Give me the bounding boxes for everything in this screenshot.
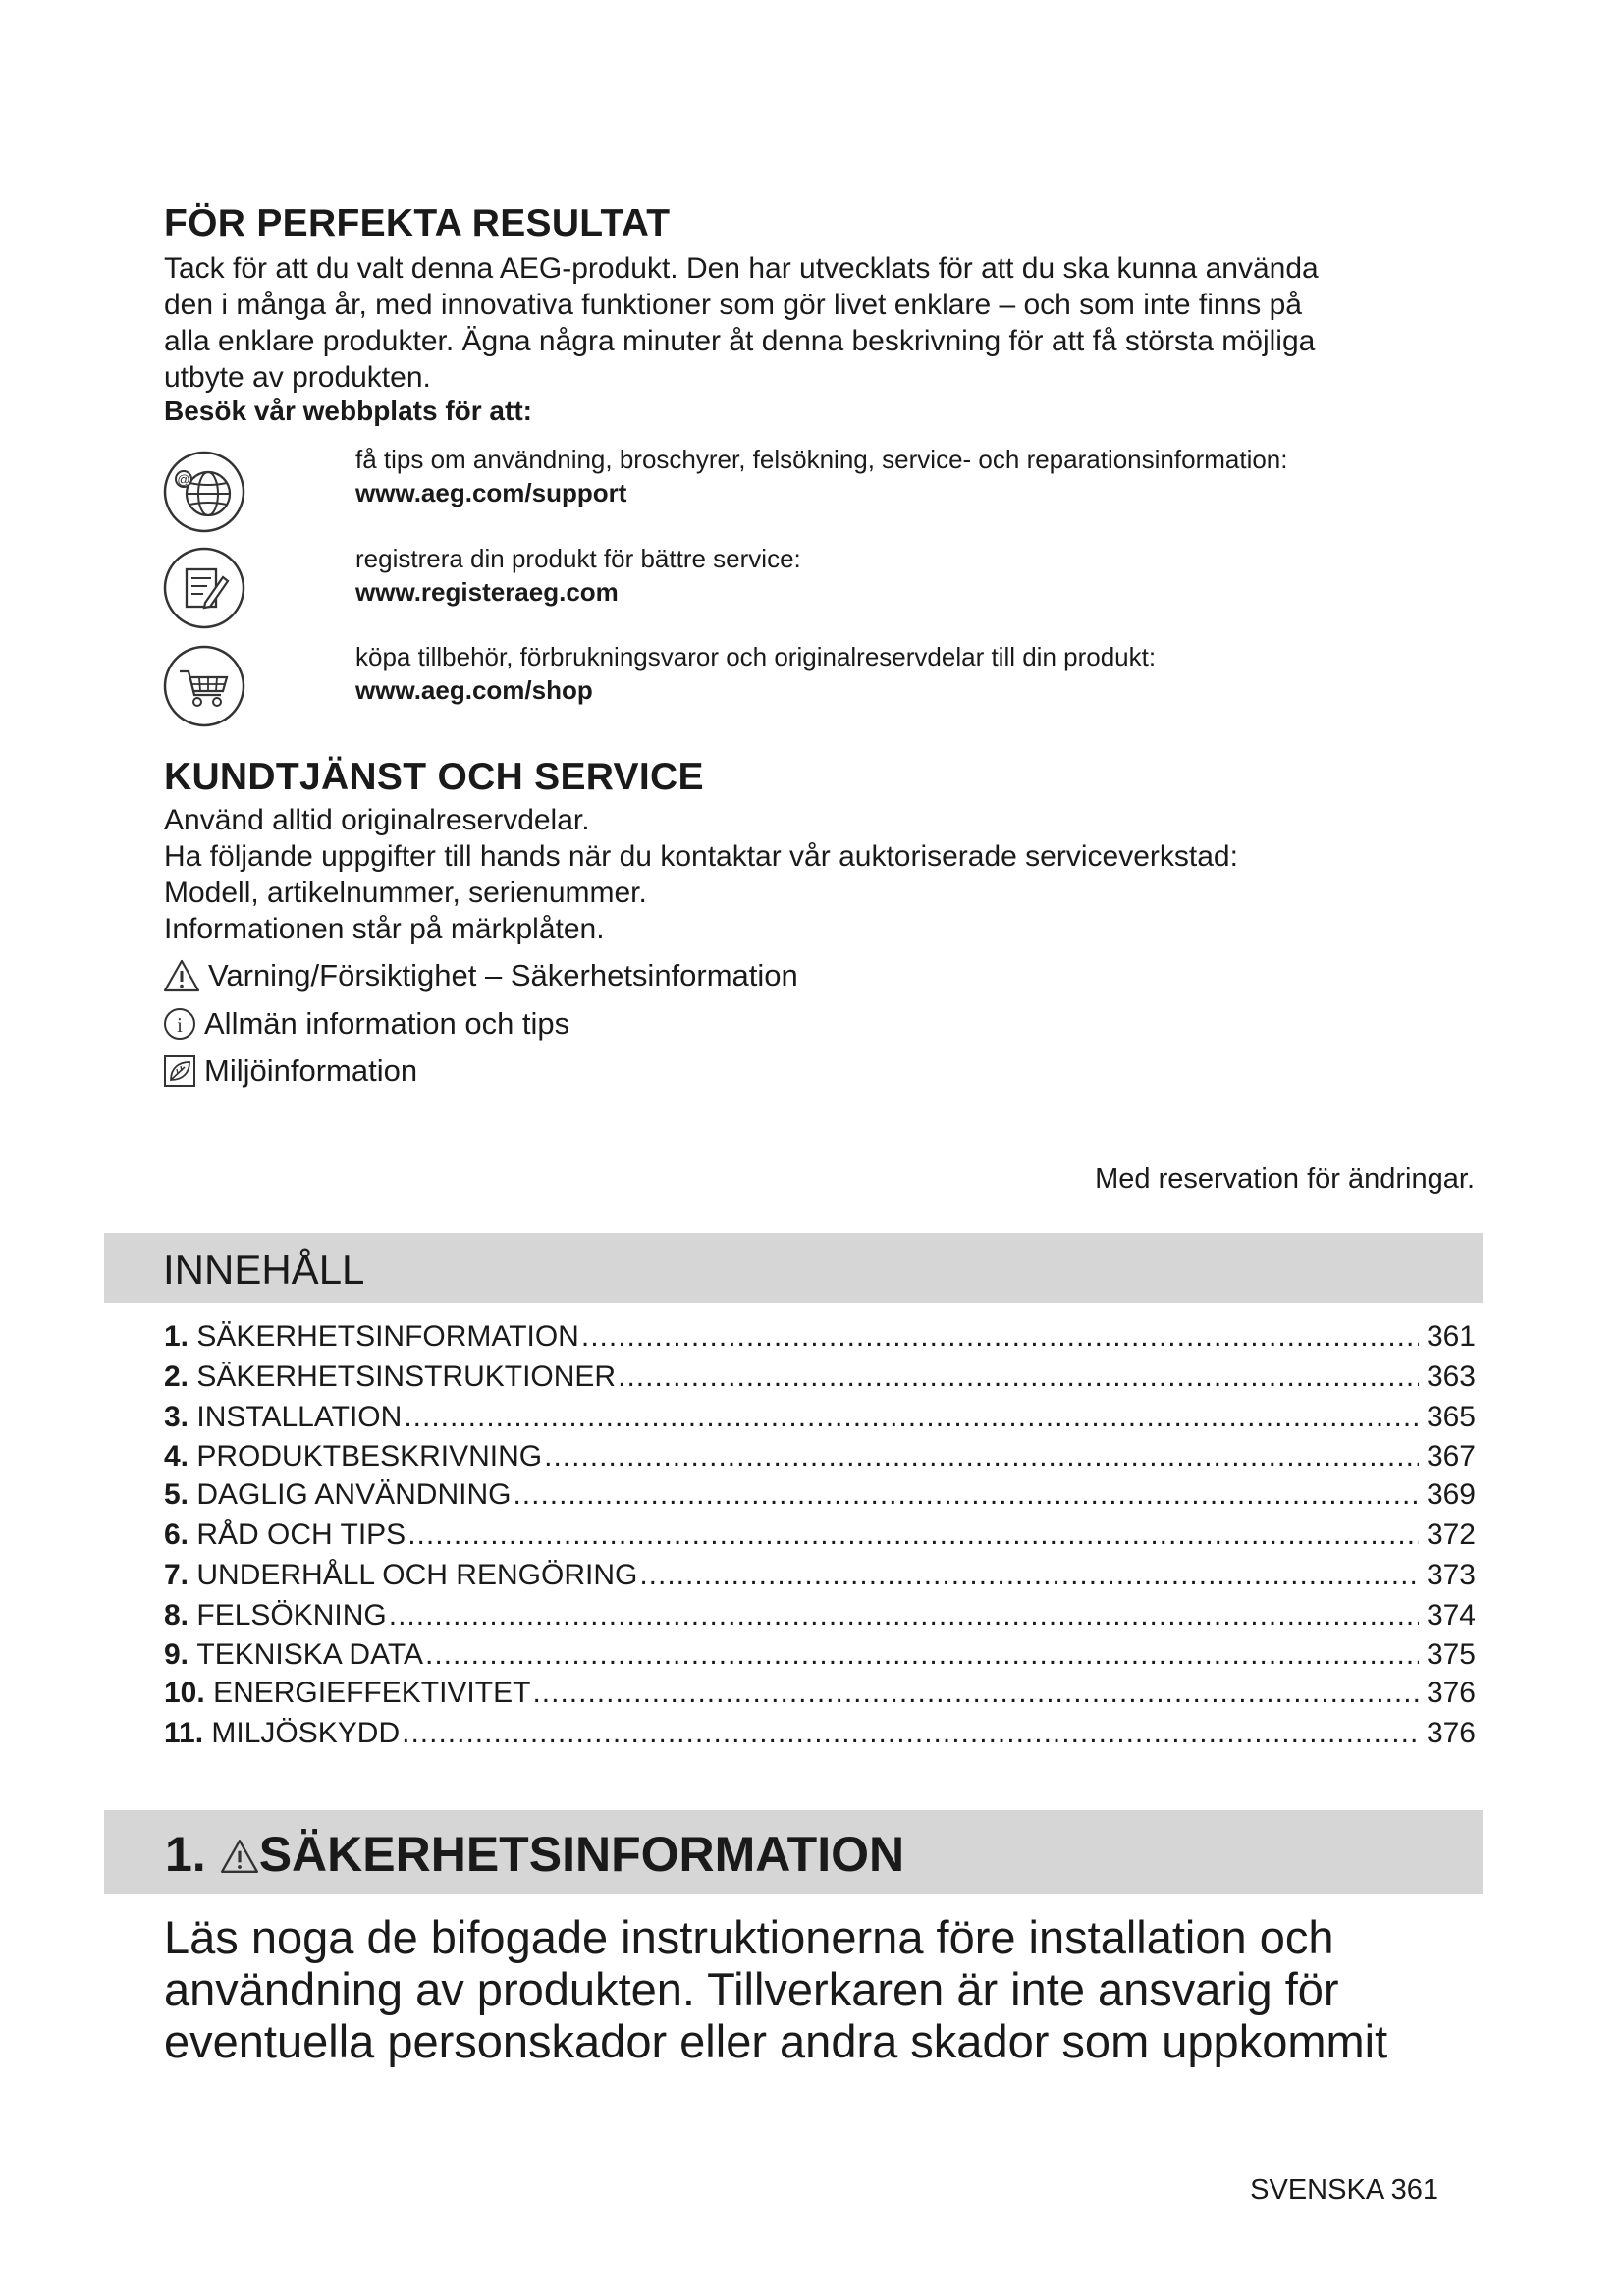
- toc-page: 376: [1426, 1717, 1476, 1749]
- globe-icon: [162, 450, 246, 539]
- support-link[interactable]: www.aeg.com/support: [355, 478, 627, 507]
- toc-page: 375: [1426, 1638, 1476, 1671]
- toc-leader: [581, 1320, 1419, 1354]
- safety-header-bar: [104, 1810, 1483, 1894]
- toc-title: TEKNISKA DATA: [196, 1638, 423, 1671]
- toc-leader: [402, 1717, 1419, 1750]
- toc-title: MILJÖSKYDD: [211, 1717, 401, 1749]
- toc-page: 363: [1426, 1361, 1476, 1393]
- kundtjanst-text: [164, 802, 1238, 947]
- toc-leader: [425, 1638, 1419, 1672]
- toc-title: ENERGIEFFEKTIVITET: [213, 1677, 531, 1709]
- toc-page: 361: [1426, 1320, 1476, 1353]
- toc-page: 369: [1426, 1478, 1476, 1511]
- toc-entry[interactable]: [164, 1519, 1476, 1558]
- safety-heading-number: 1.: [165, 1827, 206, 1882]
- toc-title: SÄKERHETSINSTRUKTIONER: [196, 1361, 617, 1393]
- kundtjanst-line: Modell, artikelnummer, serienummer.: [164, 877, 647, 909]
- toc-page: 376: [1426, 1677, 1476, 1709]
- legend-warning: [163, 958, 798, 993]
- toc-title: INSTALLATION: [196, 1401, 403, 1433]
- safety-heading-text: SÄKERHETSINFORMATION: [258, 1827, 905, 1882]
- svg-text:i: i: [177, 1013, 183, 1037]
- toc-leader: [404, 1401, 1419, 1434]
- toc-number: 2.: [164, 1361, 189, 1393]
- toc-number: 3.: [164, 1401, 189, 1433]
- toc-entry[interactable]: [164, 1401, 1476, 1440]
- toc-number: 8.: [164, 1599, 189, 1631]
- warning-icon: [220, 1838, 259, 1875]
- toc-entry[interactable]: [164, 1440, 1476, 1479]
- toc-entry[interactable]: [164, 1638, 1476, 1678]
- warning-icon: [163, 958, 200, 993]
- legend-warning-text: Varning/Försiktighet – Säkerhetsinformation: [208, 958, 798, 992]
- perfekta-paragraph: [164, 250, 1539, 396]
- legend-environment-text: Miljöinformation: [204, 1053, 418, 1088]
- toc-entry[interactable]: [164, 1478, 1476, 1518]
- register-icon: [162, 546, 246, 635]
- toc-number: 11.: [164, 1717, 204, 1749]
- visit-label: Besök vår webbplats för att:: [164, 396, 532, 426]
- leaf-icon: [163, 1054, 196, 1088]
- register-item: [355, 542, 801, 609]
- kundtjanst-heading: KUNDTJÄNST OCH SERVICE: [164, 756, 704, 798]
- toc-leader: [532, 1677, 1419, 1710]
- cart-icon: [162, 644, 246, 733]
- toc-title: RÅD OCH TIPS: [196, 1519, 406, 1551]
- toc-entry[interactable]: [164, 1559, 1476, 1598]
- toc-leader: [544, 1440, 1419, 1473]
- toc-leader: [513, 1478, 1419, 1512]
- kundtjanst-line: Informationen står på märkplåten.: [164, 913, 605, 945]
- toc-entry[interactable]: [164, 1361, 1476, 1400]
- page-footer: SVENSKA 361: [1250, 2174, 1438, 2206]
- shop-link[interactable]: www.aeg.com/shop: [355, 675, 593, 705]
- register-link[interactable]: www.registeraeg.com: [355, 577, 619, 607]
- shop-item: [355, 640, 1156, 707]
- toc-number: 10.: [164, 1677, 205, 1709]
- toc-leader: [389, 1599, 1419, 1632]
- safety-heading: [165, 1826, 904, 1883]
- toc-number: 1.: [164, 1320, 189, 1353]
- kundtjanst-line: Använd alltid originalreservdelar.: [164, 804, 590, 836]
- toc-leader: [407, 1519, 1419, 1552]
- toc-leader: [618, 1361, 1419, 1394]
- safety-line: eventuella personskador eller andra skador som uppkommit: [164, 2015, 1388, 2067]
- toc-heading: INNEHÅLL: [163, 1247, 365, 1293]
- toc-number: 5.: [164, 1478, 189, 1511]
- safety-line: användning av produkten. Tillverkaren är inte ansvarig för: [164, 1963, 1339, 2015]
- safety-paragraph: [164, 1911, 1387, 2067]
- legend-info-text: Allmän information och tips: [204, 1006, 570, 1041]
- toc-entry[interactable]: [164, 1717, 1476, 1756]
- legend-environment: [163, 1053, 417, 1089]
- toc-title: PRODUKTBESKRIVNING: [196, 1440, 543, 1472]
- toc-number: 9.: [164, 1638, 189, 1671]
- toc-title: SÄKERHETSINFORMATION: [196, 1320, 579, 1353]
- toc-title: UNDERHÅLL OCH RENGÖRING: [196, 1559, 638, 1591]
- toc-title: FELSÖKNING: [196, 1599, 387, 1631]
- toc-entry[interactable]: [164, 1677, 1476, 1716]
- support-item-text: få tips om användning, broschyrer, felsökning, service- och reparationsinformation:: [355, 445, 1288, 474]
- toc-page: 374: [1426, 1599, 1476, 1631]
- legend-info: [163, 1006, 569, 1041]
- kundtjanst-line: Ha följande uppgifter till hands när du kontaktar vår auktoriserade serviceverkstad:: [164, 840, 1238, 873]
- toc-page: 373: [1426, 1559, 1476, 1591]
- toc-page: 367: [1426, 1440, 1476, 1472]
- toc-header-bar: [104, 1233, 1483, 1303]
- toc-entry[interactable]: [164, 1599, 1476, 1638]
- perfekta-heading: FÖR PERFEKTA RESULTAT: [164, 202, 671, 244]
- paragraph-line: alla enklare produkter. Ägna några minuter åt denna beskrivning för att få största möjliga: [164, 325, 1316, 357]
- register-item-text: registrera din produkt för bättre service:: [355, 544, 801, 573]
- support-item: [355, 443, 1287, 509]
- safety-line: Läs noga de bifogade instruktionerna före installation och: [164, 1911, 1334, 1963]
- svg-text:@: @: [177, 472, 190, 487]
- toc-entry[interactable]: [164, 1320, 1476, 1360]
- toc-number: 7.: [164, 1559, 189, 1591]
- toc-page: 365: [1426, 1401, 1476, 1433]
- paragraph-line: den i många år, med innovativa funktioner som gör livet enklare – och som inte finns på: [164, 289, 1302, 321]
- shop-item-text: köpa tillbehör, förbrukningsvaror och originalreservdelar till din produkt:: [355, 642, 1157, 671]
- paragraph-line: utbyte av produkten.: [164, 361, 431, 394]
- toc-page: 372: [1426, 1519, 1476, 1551]
- toc-leader: [639, 1559, 1419, 1592]
- paragraph-line: Tack för att du valt denna AEG-produkt. Den har utvecklats för att du ska kunna använda: [164, 252, 1319, 285]
- toc-title: DAGLIG ANVÄNDNING: [196, 1478, 512, 1511]
- info-icon: [163, 1007, 196, 1041]
- reservation-note: Med reservation för ändringar.: [1095, 1163, 1475, 1195]
- toc-number: 4.: [164, 1440, 189, 1472]
- toc-number: 6.: [164, 1519, 189, 1551]
